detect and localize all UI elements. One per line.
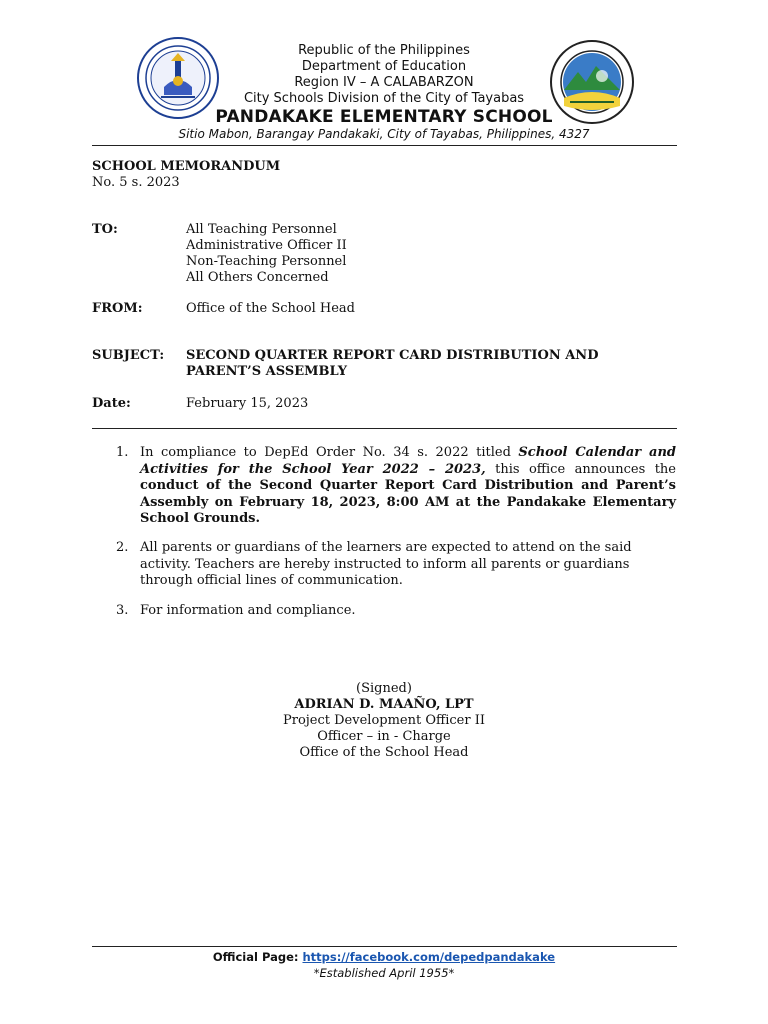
memo-number: No. 5 s. 2023 xyxy=(92,175,180,190)
header-divider xyxy=(92,145,677,146)
header-line-region: Region IV – A CALABARZON xyxy=(294,75,474,90)
to-recipient: All Teaching Personnel xyxy=(186,222,337,237)
header-line-division: City Schools Division of the City of Tayabas xyxy=(243,91,525,106)
footer-official-page xyxy=(0,950,768,964)
subject-line-1: SECOND QUARTER REPORT CARD DISTRIBUTION AND xyxy=(186,348,599,363)
item-number: 2. xyxy=(116,540,129,555)
signed-note: (Signed) xyxy=(356,681,412,696)
to-recipient: Administrative Officer II xyxy=(186,238,347,253)
to-label: TO: xyxy=(92,222,118,237)
footer-established: *Established April 1955* xyxy=(313,966,455,980)
signatory-name: ADRIAN D. MAAÑO, LPT xyxy=(294,697,474,712)
to-recipient: All Others Concerned xyxy=(186,270,329,285)
to-recipient: Non-Teaching Personnel xyxy=(186,254,347,269)
school-address: Sitio Mabon, Barangay Pandakaki, City of Tayabas, Philippines, 4327 xyxy=(178,127,590,141)
item-1-text-c: this office announces the xyxy=(485,461,676,477)
item-3-paragraph: For information and compliance. xyxy=(140,603,356,618)
date-label: Date: xyxy=(92,396,131,411)
item-number: 3. xyxy=(116,603,129,618)
body-divider xyxy=(92,428,677,429)
from-value: Office of the School Head xyxy=(186,301,355,316)
item-number: 1. xyxy=(116,445,129,460)
from-label: FROM: xyxy=(92,301,143,316)
subject-label: SUBJECT: xyxy=(92,348,165,363)
header-line-department: Department of Education xyxy=(301,59,467,74)
memo-title: SCHOOL MEMORANDUM xyxy=(92,159,281,174)
item-1-order-title: School Calendar and Activities for the School Year 2022 – 2023, xyxy=(140,445,676,477)
footer-divider xyxy=(92,946,677,947)
signatory-role: Officer – in - Charge xyxy=(317,729,451,744)
school-name: PANDAKAKE ELEMENTARY SCHOOL xyxy=(215,107,553,127)
subject-line-2: PARENT’S ASSEMBLY xyxy=(186,364,348,379)
item-1-text-a: In compliance to DepEd Order No. 34 s. 2022 titled xyxy=(140,445,519,460)
footer-label: Official Page: xyxy=(212,950,303,964)
date-value: February 15, 2023 xyxy=(186,396,309,411)
item-1-paragraph xyxy=(140,445,676,528)
item-2-paragraph: All parents or guardians of the learners are expected to attend on the said activity. Teachers are hereby instructed to inform all parents or guardians through official lines of communication. xyxy=(140,540,632,588)
signatory-position: Project Development Officer II xyxy=(282,713,485,728)
header-line-republic: Republic of the Philippines xyxy=(298,43,470,58)
signatory-office: Office of the School Head xyxy=(299,745,469,760)
facebook-page-link[interactable]: https://facebook.com/depedpandakake xyxy=(302,950,556,964)
item-1-event-details: conduct of the Second Quarter Report Card Distribution and Parent’s Assembly on February 18, 2023, 8:00 AM at the Pandakake Elementary School Grounds. xyxy=(140,478,676,526)
